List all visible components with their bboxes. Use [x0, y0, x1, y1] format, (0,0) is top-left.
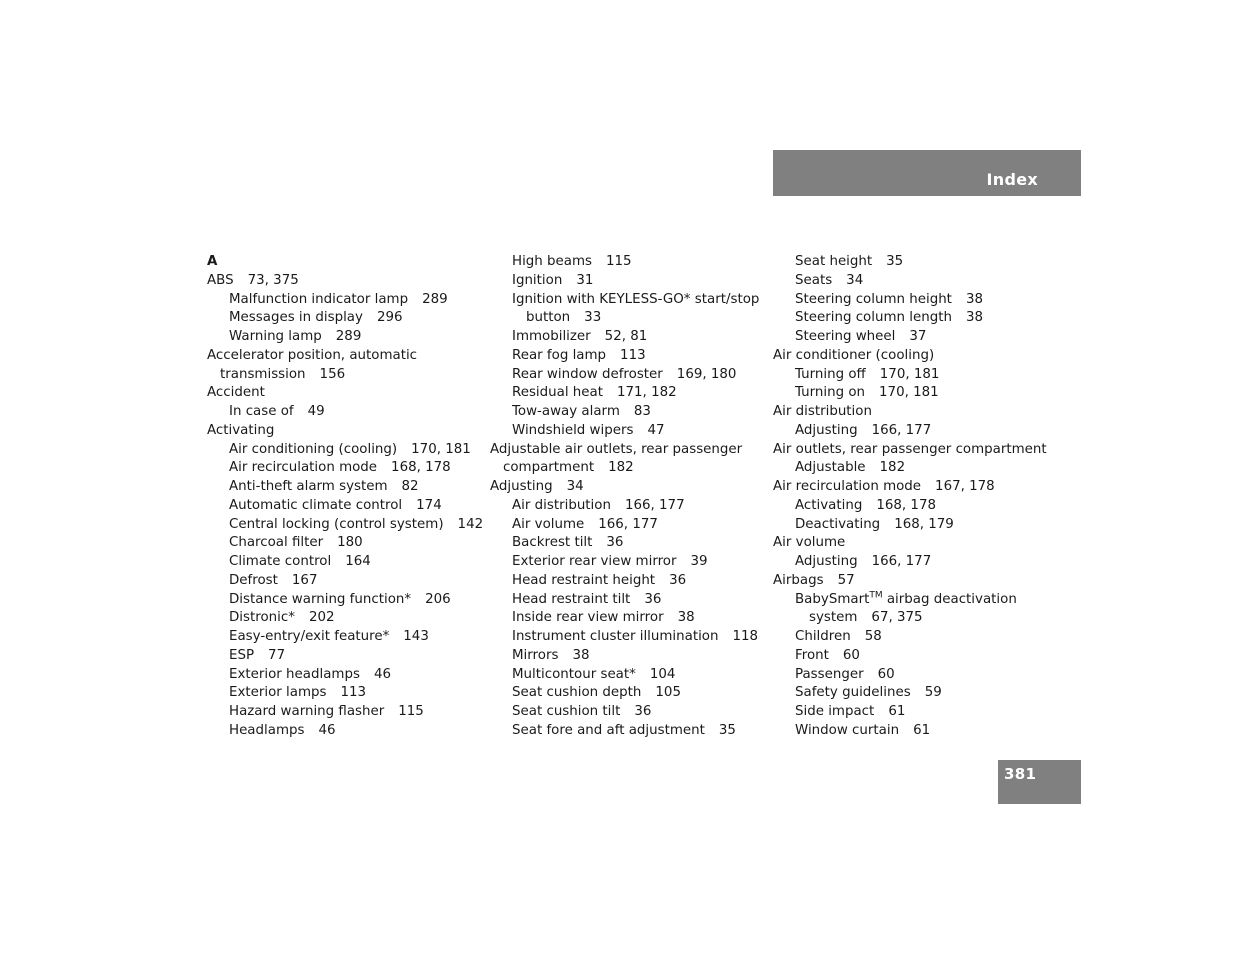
index-term: Mirrors: [512, 647, 559, 663]
index-page-ref[interactable]: 156: [319, 366, 346, 382]
index-entry: [490, 441, 759, 460]
index-entry: [773, 591, 1047, 610]
index-entry: [490, 347, 759, 366]
index-term: Window curtain: [795, 722, 900, 738]
index-page-ref[interactable]: 33: [584, 310, 602, 326]
index-page-ref[interactable]: 113: [620, 347, 646, 363]
index-entry: [773, 309, 1047, 328]
page-number: 381: [1004, 765, 1037, 783]
index-term: Adjusting: [795, 422, 858, 438]
index-page-ref[interactable]: 46: [318, 722, 336, 738]
index-term: Passenger: [795, 666, 864, 682]
index-entry: [773, 328, 1047, 347]
index-term: Airbags: [773, 572, 824, 588]
index-page-ref[interactable]: 296: [376, 310, 403, 326]
index-term: Seat cushion tilt: [512, 704, 621, 719]
section-header-bar: [773, 150, 1081, 196]
index-entry: [773, 666, 1047, 685]
index-term: Exterior headlamps: [229, 666, 360, 682]
index-page-ref[interactable]: 73, 375: [247, 272, 299, 288]
index-term: A: [207, 254, 218, 269]
index-entry: [490, 478, 759, 497]
index-page-ref[interactable]: 170, 181: [879, 366, 940, 382]
index-entry: [773, 441, 1047, 460]
index-entry: [490, 534, 759, 553]
index-page-ref[interactable]: 164: [345, 554, 371, 569]
index-page-ref[interactable]: 143: [403, 629, 429, 644]
index-term: Distance warning function*: [229, 591, 412, 607]
index-term-suffix: airbag deactivation: [882, 591, 1017, 607]
index-term: Anti-theft alarm system: [229, 479, 388, 494]
index-term: Air recirculation mode: [229, 460, 378, 476]
index-page-ref[interactable]: 202: [308, 610, 335, 626]
index-term: Exterior rear view mirror: [512, 554, 677, 569]
index-entry: [490, 572, 759, 591]
index-entry: [490, 609, 759, 628]
index-term: Air outlets, rear passenger compartment: [773, 441, 1047, 457]
index-term: Central locking (control system): [229, 516, 444, 532]
index-page-ref[interactable]: 166, 177: [624, 497, 685, 513]
index-entry: [490, 366, 759, 385]
index-term: Head restraint height: [512, 572, 656, 588]
index-term: Side impact: [795, 704, 875, 719]
index-entry: [207, 478, 483, 497]
index-entry: [207, 684, 483, 703]
index-entry: [490, 666, 759, 685]
index-term: Air distribution: [773, 404, 872, 419]
index-page-ref[interactable]: 35: [718, 722, 736, 738]
index-term: ESP: [229, 647, 255, 663]
index-term: Air recirculation mode: [773, 479, 922, 494]
index-entry: [773, 384, 1047, 403]
index-term: Adjusting: [795, 554, 858, 569]
index-page-ref[interactable]: 113: [340, 685, 367, 701]
index-entry: [490, 703, 759, 722]
index-term: Headlamps: [229, 722, 305, 738]
index-column-3: [773, 253, 1047, 741]
index-entry: [773, 684, 1047, 703]
index-entry: [773, 253, 1047, 272]
index-page-ref[interactable]: 60: [877, 666, 895, 682]
index-entry: [773, 347, 1047, 366]
index-term: Steering wheel: [795, 329, 896, 344]
index-entry: [207, 403, 483, 422]
index-entry: [207, 572, 483, 591]
index-term: Ignition: [512, 272, 563, 288]
index-entry: [207, 272, 483, 291]
index-entry: [207, 516, 483, 535]
index-entry: [207, 422, 483, 441]
index-page-ref[interactable]: 115: [606, 254, 632, 269]
section-title: Index: [986, 170, 1038, 189]
index-page-ref[interactable]: 77: [268, 647, 286, 663]
index-page-ref[interactable]: 61: [913, 722, 931, 738]
index-page-ref[interactable]: 34: [566, 479, 584, 494]
index-entry: [207, 366, 483, 385]
index-entry: [490, 684, 759, 703]
index-term: Windshield wipers: [512, 422, 634, 438]
index-term: Accident: [207, 385, 265, 401]
index-page-ref[interactable]: 170, 181: [411, 441, 471, 457]
index-page-ref[interactable]: 34: [846, 272, 864, 288]
index-page-ref[interactable]: 289: [422, 291, 448, 307]
index-entry: [773, 497, 1047, 516]
index-page-ref[interactable]: 174: [416, 497, 442, 513]
index-term: Steering column length: [795, 310, 952, 326]
index-entry: [490, 328, 759, 347]
index-term: Defrost: [229, 572, 278, 588]
index-page-ref[interactable]: 83: [633, 404, 651, 419]
index-term: Activating: [795, 497, 863, 513]
index-term: Head restraint tilt: [512, 591, 631, 607]
index-page-ref[interactable]: 39: [690, 554, 708, 569]
index-entry: [207, 309, 483, 328]
index-entry: [207, 609, 483, 628]
index-entry: [207, 534, 483, 553]
index-entry: [773, 572, 1047, 591]
index-page-ref[interactable]: 36: [644, 591, 662, 607]
index-page-ref[interactable]: 82: [401, 479, 419, 494]
index-term: Ignition with KEYLESS-GO* start/stop: [512, 291, 760, 307]
page-number-box: [998, 760, 1081, 804]
index-page-ref[interactable]: 57: [837, 572, 855, 588]
index-term: Automatic climate control: [229, 497, 403, 513]
index-page-ref[interactable]: 38: [965, 310, 983, 326]
index-page-ref[interactable]: 67, 375: [871, 610, 923, 626]
index-entry: [490, 422, 759, 441]
index-page-ref[interactable]: 38: [965, 291, 983, 307]
index-term: Instrument cluster illumination: [512, 629, 719, 644]
index-page-ref[interactable]: 105: [655, 685, 681, 701]
index-entry: [207, 553, 483, 572]
index-term: system: [809, 610, 858, 626]
index-term: Deactivating: [795, 516, 881, 532]
index-page-ref[interactable]: 168, 178: [391, 460, 451, 476]
index-entry: [773, 403, 1047, 422]
index-entry: [207, 722, 483, 741]
index-term: Rear window defroster: [512, 366, 663, 382]
index-letter-heading: [207, 253, 483, 272]
index-page-ref[interactable]: 35: [886, 254, 904, 269]
index-page-ref[interactable]: 58: [864, 629, 882, 644]
index-entry: [773, 516, 1047, 535]
index-page-ref[interactable]: 104: [649, 666, 676, 682]
index-term: Air distribution: [512, 497, 611, 513]
index-entry: [773, 422, 1047, 441]
index-term: Warning lamp: [229, 329, 322, 344]
index-entry: [773, 553, 1047, 572]
index-entry: [490, 253, 759, 272]
index-entry: [490, 553, 759, 572]
index-page-ref[interactable]: 169, 180: [676, 366, 737, 382]
index-page-ref[interactable]: 167, 178: [935, 479, 995, 494]
index-entry: [207, 347, 483, 366]
index-term: Easy-entry/exit feature*: [229, 629, 390, 644]
index-page-ref[interactable]: 36: [606, 535, 624, 551]
index-term: Steering column height: [795, 291, 952, 307]
index-entry: [207, 591, 483, 610]
index-page-ref[interactable]: 168, 179: [894, 516, 954, 532]
index-page-ref[interactable]: 47: [647, 422, 665, 438]
index-page-ref[interactable]: 168, 178: [876, 497, 936, 513]
index-entry: [773, 647, 1047, 666]
index-term: In case of: [229, 404, 294, 419]
index-term: Immobilizer: [512, 329, 591, 344]
trademark-superscript: TM: [869, 590, 883, 601]
index-page-ref[interactable]: 52, 81: [604, 329, 648, 344]
index-term: Adjusting: [490, 479, 553, 494]
index-term: Distronic*: [229, 610, 295, 626]
index-page-ref[interactable]: 206: [425, 591, 451, 607]
index-page-ref[interactable]: 171, 182: [617, 385, 677, 401]
index-term: Adjustable air outlets, rear passenger: [490, 441, 743, 457]
index-entry: [773, 291, 1047, 310]
index-entry: [490, 459, 759, 478]
index-entry: [490, 591, 759, 610]
index-column-2: [490, 253, 759, 741]
index-term: Adjustable: [795, 460, 866, 476]
index-page-ref[interactable]: 46: [373, 666, 391, 682]
index-page-ref[interactable]: 31: [576, 272, 594, 288]
index-entry: [207, 628, 483, 647]
index-page-ref[interactable]: 166, 177: [598, 516, 658, 532]
index-term: Front: [795, 647, 829, 663]
index-page-ref[interactable]: 289: [335, 329, 362, 344]
index-entry: [773, 478, 1047, 497]
index-term: transmission: [220, 366, 306, 382]
index-page-ref[interactable]: 38: [572, 647, 590, 663]
index-entry: [773, 722, 1047, 741]
index-entry: [773, 272, 1047, 291]
index-entry: [490, 722, 759, 741]
index-entry: [490, 516, 759, 535]
index-term: Messages in display: [229, 310, 363, 326]
index-entry: [490, 291, 759, 310]
index-page-ref[interactable]: 36: [634, 704, 652, 719]
index-page-ref[interactable]: 38: [677, 610, 695, 626]
index-page-ref[interactable]: 36: [669, 572, 687, 588]
index-term: Backrest tilt: [512, 535, 593, 551]
index-term: Malfunction indicator lamp: [229, 291, 409, 307]
index-page-ref[interactable]: 118: [732, 629, 759, 644]
index-term: Air conditioner (cooling): [773, 347, 935, 363]
index-page-ref[interactable]: 61: [888, 704, 906, 719]
index-entry: [207, 666, 483, 685]
index-entry: [207, 647, 483, 666]
index-entry: [490, 497, 759, 516]
index-entry: [773, 534, 1047, 553]
index-term: Seat cushion depth: [512, 685, 642, 701]
index-term: Seat fore and aft adjustment: [512, 722, 705, 738]
index-page-ref[interactable]: 167: [291, 572, 318, 588]
index-entry: [207, 497, 483, 516]
index-entry: [773, 703, 1047, 722]
index-term: Activating: [207, 422, 275, 438]
index-term: Exterior lamps: [229, 685, 327, 701]
index-term: Air volume: [773, 535, 846, 551]
index-page-ref[interactable]: 115: [398, 704, 424, 719]
index-term: Air volume: [512, 516, 585, 532]
index-term: ABS: [207, 272, 234, 288]
index-entry: [773, 628, 1047, 647]
index-term: Turning off: [795, 366, 866, 382]
index-term: Climate control: [229, 554, 332, 569]
index-page-ref[interactable]: 180: [337, 535, 363, 551]
index-entry: [207, 703, 483, 722]
index-page-ref[interactable]: 142: [457, 516, 484, 532]
index-column-1: [207, 253, 483, 741]
index-page-ref[interactable]: 166, 177: [871, 422, 932, 438]
index-page-ref[interactable]: 59: [924, 685, 942, 701]
index-term: compartment: [503, 460, 595, 476]
index-term: Children: [795, 629, 851, 644]
index-term: Hazard warning flasher: [229, 704, 385, 719]
index-term: Residual heat: [512, 385, 603, 401]
index-term: Rear fog lamp: [512, 347, 607, 363]
index-entry: [207, 384, 483, 403]
index-term: Tow-away alarm: [512, 404, 620, 419]
index-entry: [490, 403, 759, 422]
index-entry: [490, 309, 759, 328]
index-entry: [207, 441, 483, 460]
index-entry: [490, 628, 759, 647]
index-term: Safety guidelines: [795, 685, 911, 701]
index-entry: [773, 459, 1047, 478]
index-term: button: [526, 310, 571, 326]
index-term: Inside rear view mirror: [512, 610, 664, 626]
index-term: High beams: [512, 254, 592, 269]
index-entry: [490, 647, 759, 666]
index-term: Air conditioning (cooling): [229, 441, 398, 457]
index-page-ref[interactable]: 170, 181: [879, 385, 939, 401]
index-page-ref[interactable]: 60: [842, 647, 860, 663]
index-page-ref[interactable]: 166, 177: [871, 554, 932, 569]
index-term: Turning on: [795, 385, 866, 401]
index-term: Seats: [795, 272, 833, 288]
index-entry: [207, 291, 483, 310]
index-page-ref[interactable]: 182: [879, 460, 906, 476]
index-page-ref[interactable]: 37: [909, 329, 927, 344]
index-term: BabySmart: [795, 591, 870, 607]
index-entry: [773, 366, 1047, 385]
index-entry: [207, 328, 483, 347]
index-entry: [773, 609, 1047, 628]
index-entry: [490, 384, 759, 403]
index-page-ref[interactable]: 49: [307, 404, 325, 419]
index-term: Seat height: [795, 254, 873, 269]
index-entry: [207, 459, 483, 478]
index-term: Charcoal filter: [229, 535, 324, 551]
index-term: Accelerator position, automatic: [207, 347, 418, 363]
index-entry: [490, 272, 759, 291]
index-page-ref[interactable]: 182: [608, 460, 634, 476]
index-term: Multicontour seat*: [512, 666, 636, 682]
